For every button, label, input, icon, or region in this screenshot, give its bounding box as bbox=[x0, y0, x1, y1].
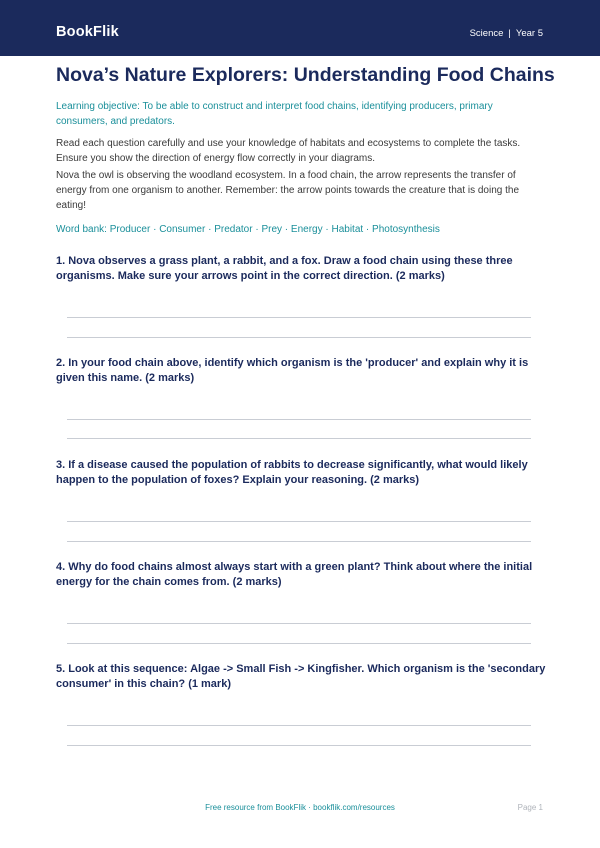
footer-credit-link[interactable]: Free resource from BookFlik · bookflik.com/resources bbox=[205, 803, 395, 812]
answer-line[interactable] bbox=[67, 745, 531, 746]
page-title: Nova’s Nature Explorers: Understanding Food Chains bbox=[56, 64, 555, 86]
answer-line[interactable] bbox=[67, 643, 531, 644]
instructions-paragraph: Read each question carefully and use your knowledge of habitats and ecosystems to complete the tasks. Ensure you show the direction of energy flow correctly in your diagrams. bbox=[56, 138, 521, 164]
brand-logo[interactable]: BookFlik bbox=[56, 24, 119, 40]
answer-line[interactable] bbox=[67, 725, 531, 726]
breadcrumb-separator: | bbox=[508, 28, 511, 39]
site-header bbox=[0, 0, 600, 56]
page-number: Page 1 bbox=[517, 803, 543, 812]
answer-line[interactable] bbox=[67, 541, 531, 542]
question-1: 1. Nova observes a grass plant, a rabbit, and a fox. Draw a food chain using these three organisms. Make sure your arrows point in the correct direction. (2 marks) bbox=[56, 255, 513, 282]
question-5: 5. Look at this sequence: Algae -> Small Fish -> Kingfisher. Which organism is the 'secondary consumer' in this chain? (1 mark) bbox=[56, 663, 546, 690]
intro-paragraph: Nova the owl is observing the woodland ecosystem. In a food chain, the arrow represents the transfer of energy from one organism to another. Remember: the arrow points towards the creature that is doing the eating! bbox=[56, 170, 520, 211]
question-2: 2. In your food chain above, identify which organism is the 'producer' and explain why it is given this name. (2 marks) bbox=[56, 357, 529, 384]
answer-line[interactable] bbox=[67, 337, 531, 338]
answer-line[interactable] bbox=[67, 623, 531, 624]
answer-line[interactable] bbox=[67, 521, 531, 522]
subject-label: Science bbox=[469, 28, 504, 39]
answer-line[interactable] bbox=[67, 419, 531, 420]
year-label: Year 5 bbox=[515, 28, 543, 39]
learning-objective: Learning objective: To be able to construct and interpret food chains, identifying producers, primary consumers, and predators. bbox=[56, 101, 493, 127]
answer-line[interactable] bbox=[67, 438, 531, 439]
answer-line[interactable] bbox=[67, 317, 531, 318]
breadcrumb bbox=[470, 28, 543, 39]
question-3: 3. If a disease caused the population of rabbits to decrease significantly, what would likely happen to the population of foxes? Explain your reasoning. (2 marks) bbox=[56, 459, 528, 486]
word-bank-label: Word bank: bbox=[56, 224, 107, 235]
question-4: 4. Why do food chains almost always start with a green plant? Think about where the initial energy for the chain comes from. (2 marks) bbox=[56, 561, 533, 588]
word-bank-terms: Producer · Consumer · Predator · Prey · Energy · Habitat · Photosynthesis bbox=[109, 224, 440, 235]
word-bank bbox=[56, 222, 544, 237]
